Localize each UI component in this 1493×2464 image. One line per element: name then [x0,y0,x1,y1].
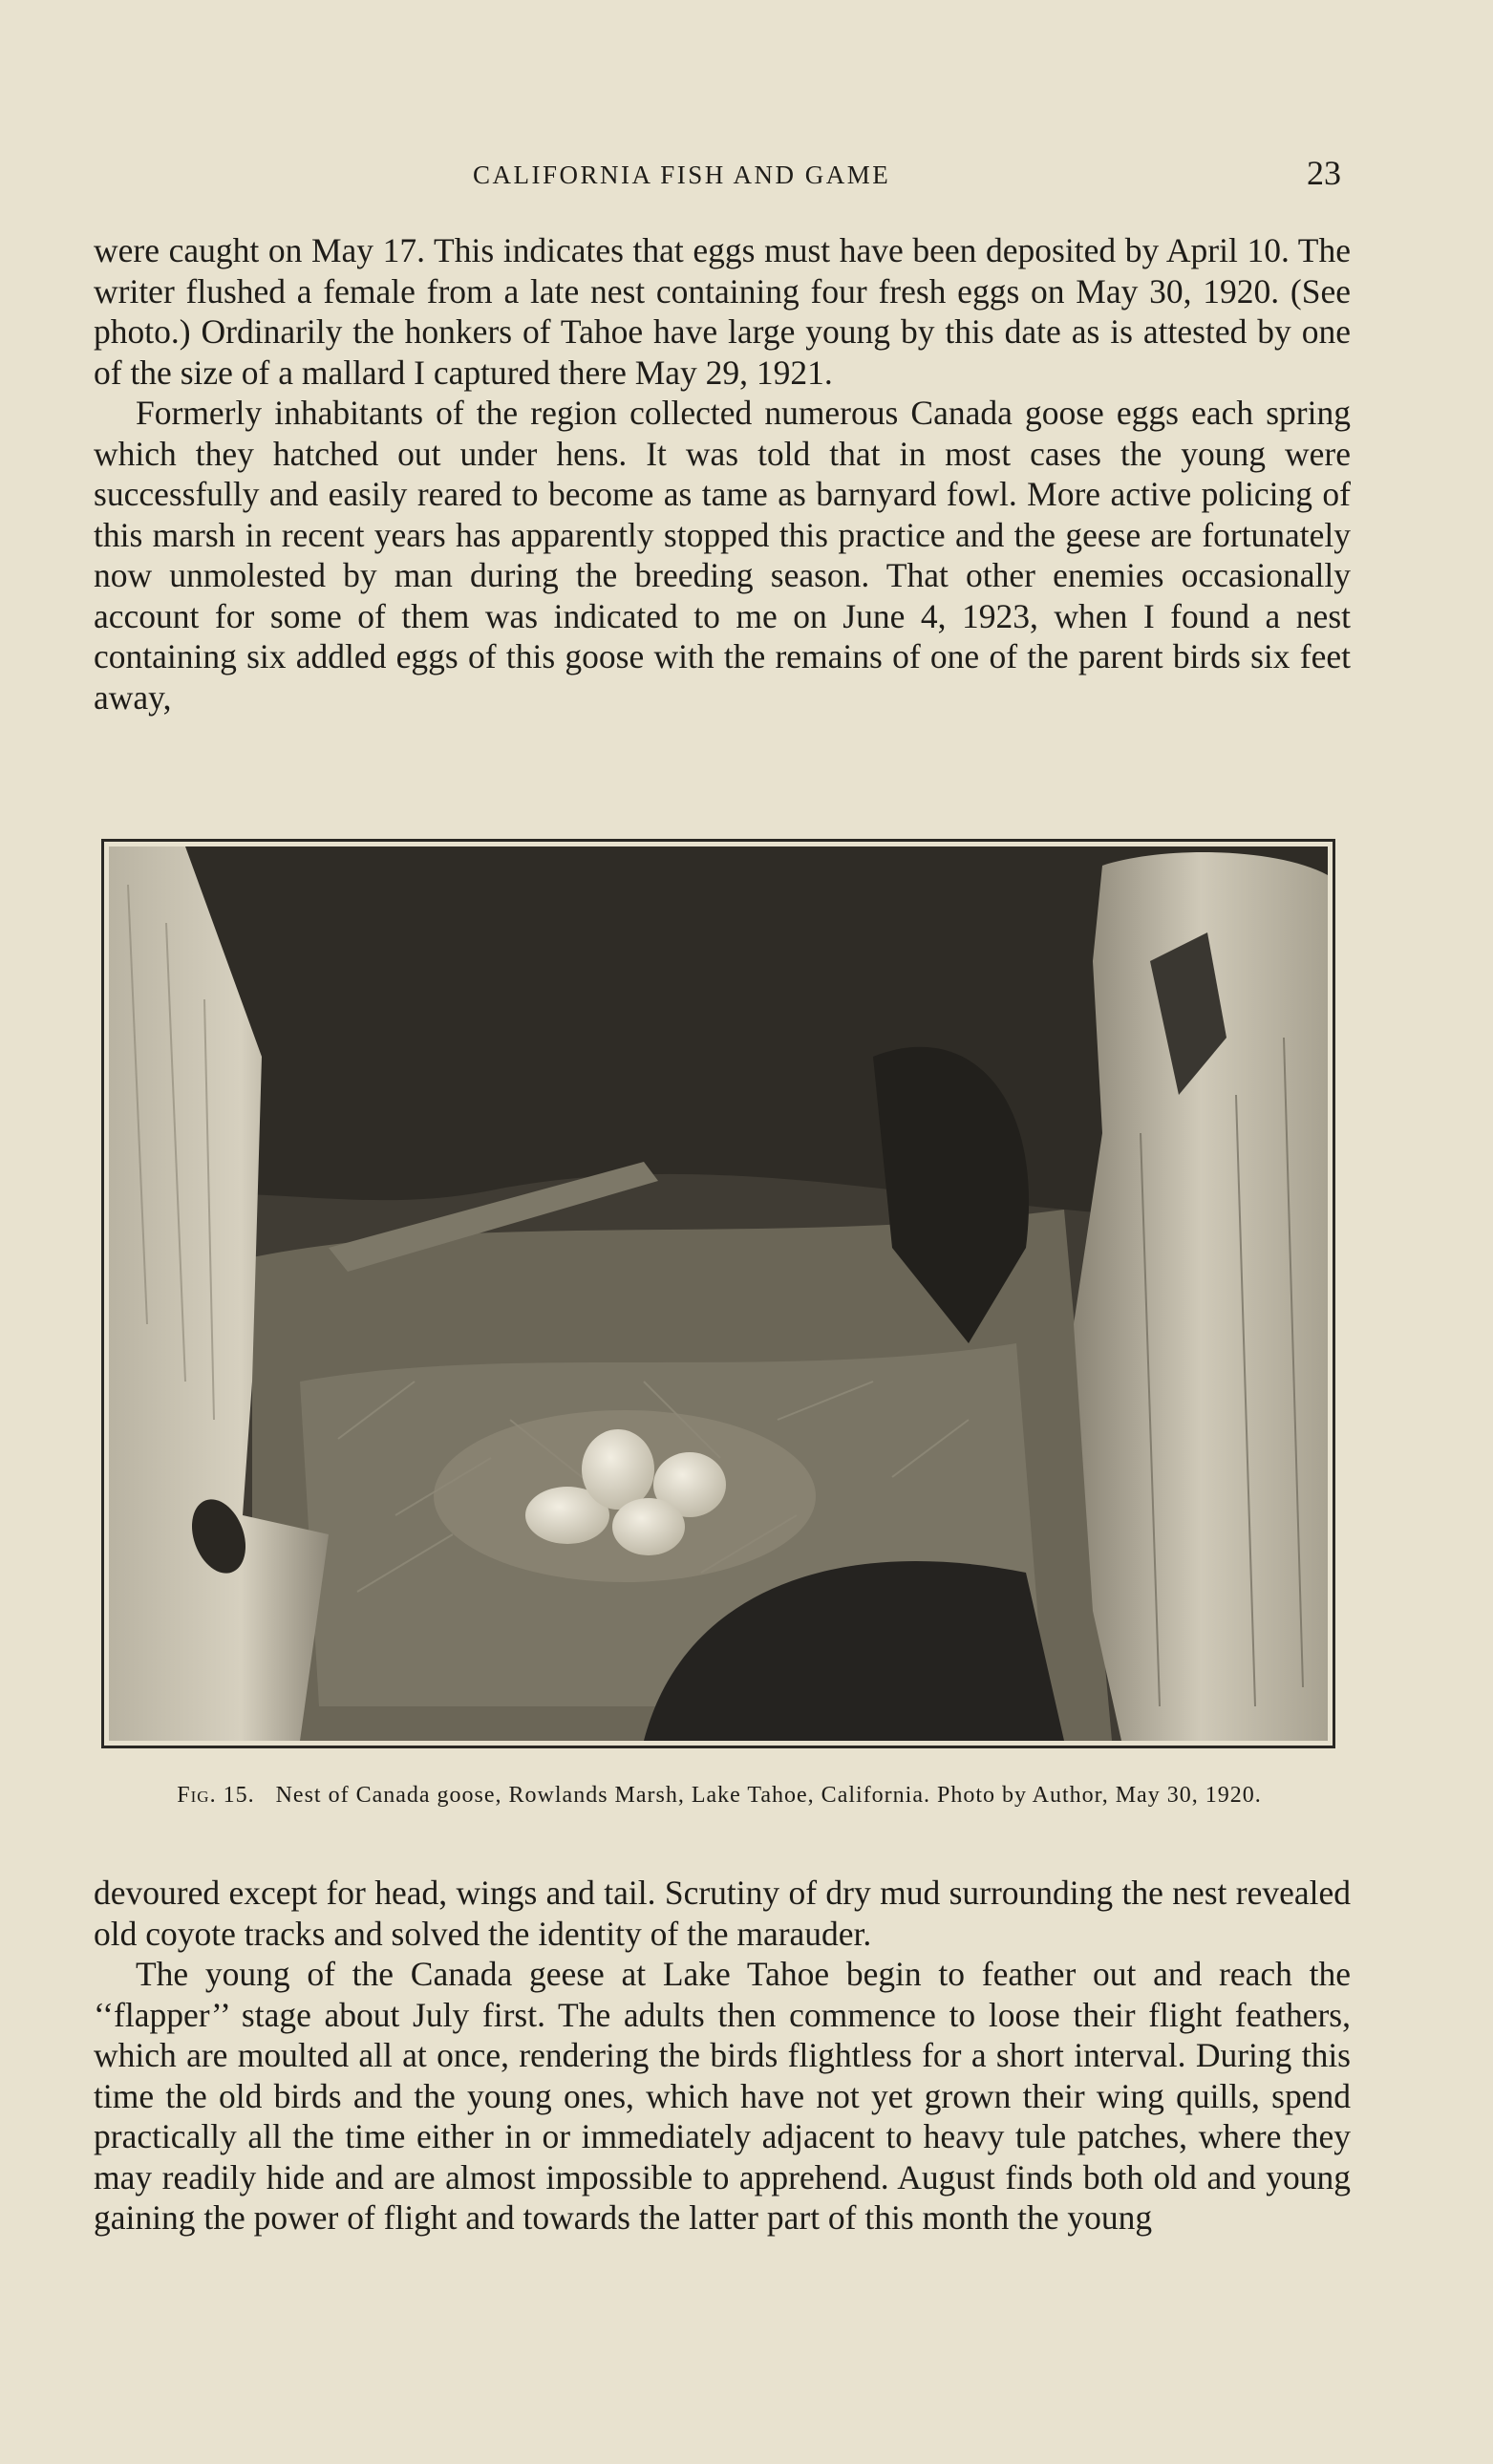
nest-photo [109,846,1328,1741]
figure-label: Fig. 15. [177,1783,255,1808]
paragraph: were caught on May 17. This indicates that eggs must have been deposited by April 10. The writer flushed a female from a late nest containing four fresh eggs on May 30, 1920. (See photo.) Ordinarily the honkers of Tahoe have large young by this date as is attested by one of the size of a mallard I captured there May 29, 1921. [94,231,1351,392]
paragraph: Formerly inhabitants of the region collected numerous Canada goose eggs each spring which they hatched out under hens. It was told that in most cases the young were successfully and easily reared to become as tame as barnyard fowl. More active policing of this marsh in recent years has apparently stopped this practice and the geese are fortunately now unmolested by man during the breeding season. That other enemies occasionally account for some of them was indicated to me on June 4, 1923, when I found a nest containing six addled eggs of this goose with the remains of one of the parent birds six feet away, [94,394,1351,717]
body-text-top [94,230,1351,718]
page-number: 23 [1307,154,1341,192]
journal-title: CALIFORNIA FISH AND GAME [473,161,891,189]
egg [612,1498,685,1555]
figure-caption [122,1783,1316,1809]
nest-photo-illustration [109,846,1328,1741]
paragraph: The young of the Canada geese at Lake Tahoe begin to feather out and reach the ‘‘flapper’’ stage about July first. The adults then commence to loose their flight feathers, which are moulted all at once, rendering the birds flightless for a short interval. During this time the old birds and the young ones, which have not yet grown their wing quills, spend practically all the time either in or immediately adjacent to heavy tule patches, where they may readily hide and are almost impossible to apprehend. August finds both old and young gaining the power of flight and towards the latter part of this month the young [94,1955,1351,2237]
figure-caption-text: Nest of Canada goose, Rowlands Marsh, Lake Tahoe, California. Photo by Author, May 30, 1920. [275,1783,1262,1808]
egg [582,1429,654,1510]
running-head [0,153,1493,195]
figure-frame [101,839,1335,1748]
paragraph: devoured except for head, wings and tail. Scrutiny of dry mud surrounding the nest revealed old coyote tracks and solved the identity of the marauder. [94,1874,1351,1953]
body-text-bottom [94,1873,1351,2239]
